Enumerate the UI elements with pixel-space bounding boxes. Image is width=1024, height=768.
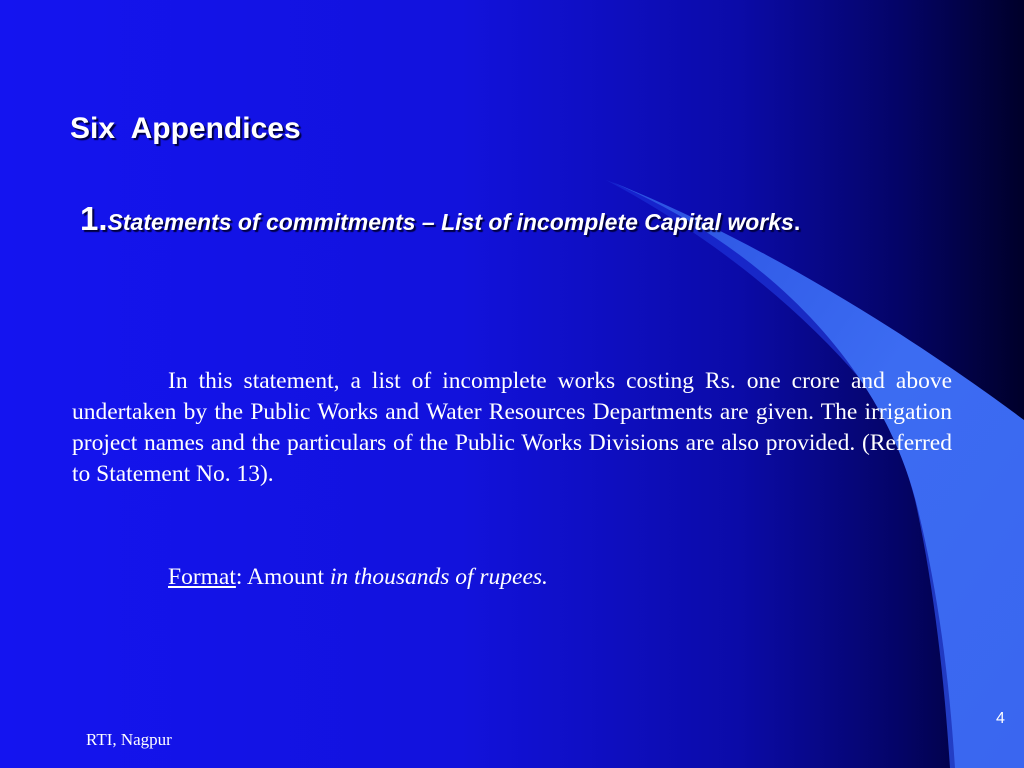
subtitle-number: 1.: [80, 200, 108, 237]
footer-text: RTI, Nagpur: [86, 730, 172, 749]
subtitle-text: Statements of commitments – List of incomplete Capital works: [107, 209, 794, 235]
subtitle-period: .: [793, 209, 801, 235]
slide-subtitle: [80, 200, 800, 238]
format-amount: : Amount: [235, 564, 330, 590]
page-number: 4: [996, 710, 1005, 727]
format-units: in thousands of rupees.: [329, 564, 548, 590]
format-label: Format: [168, 564, 236, 590]
slide-title: Six Appendices: [70, 112, 301, 145]
format-line: [168, 564, 548, 591]
body-paragraph: In this statement, a list of incomplete works costing Rs. one crore and above undertaken by the Public Works and Water Resources Departments are given. The irrigation project names and the particulars of the Public Works Divisions are also provided. (Referred to Statement No. 13).: [72, 368, 952, 487]
